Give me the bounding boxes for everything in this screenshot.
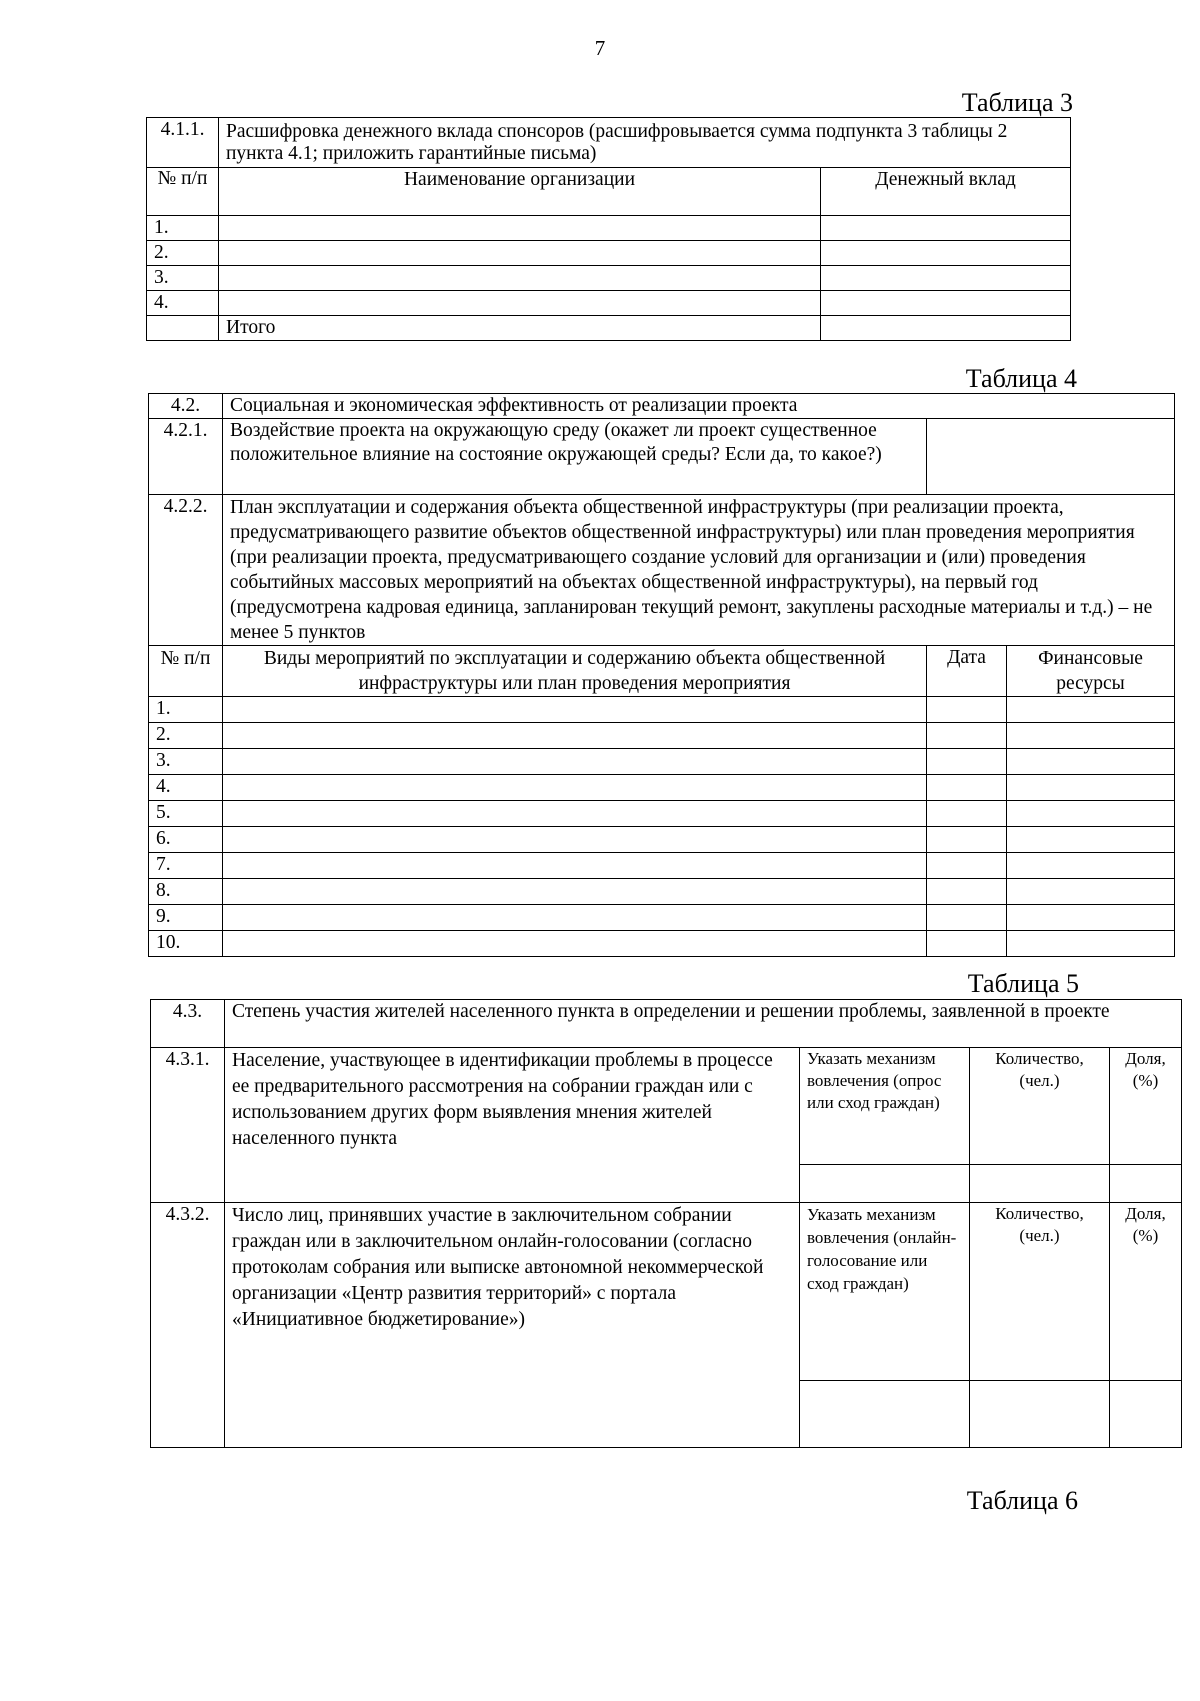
table3-header-num: № п/п — [147, 168, 219, 216]
table4-item-422-text: План эксплуатации и содержания объекта общественной инфраструктуры (при реализации проекта, предусматривающего развитие объектов общественной инфраструктуры) или план проведения мероприятия (при реализации проекта, предусматривающего создание условий для организации и (или) проведения событийных массовых мероприятий на объектах общественной инфраструктуры), на первый год (предусмотрена кадровая единица, запланирован текущий ремонт, закуплены расходные материалы и т.д.) – не менее 5 пунктов — [223, 495, 1175, 646]
table3-section-num: 4.1.1. — [147, 118, 219, 168]
table5-item-432-mechanism-value[interactable] — [800, 1381, 970, 1448]
table6-caption: Таблица 6 — [966, 1486, 1078, 1515]
table4-row-activity[interactable] — [223, 931, 927, 957]
table4-row-date[interactable] — [927, 879, 1007, 905]
table4-row-finance[interactable] — [1007, 879, 1175, 905]
table-row — [149, 801, 1175, 827]
table4-row-activity[interactable] — [223, 801, 927, 827]
table-row — [149, 905, 1175, 931]
table4-row-num: 9. — [149, 905, 223, 931]
page-number: 7 — [594, 36, 606, 60]
table4-row-activity[interactable] — [223, 905, 927, 931]
table4-row-num: 1. — [149, 697, 223, 723]
table4-row-activity[interactable] — [223, 879, 927, 905]
table3-row-org[interactable] — [219, 266, 821, 291]
table3-row-num: 1. — [147, 216, 219, 241]
table4-row-finance[interactable] — [1007, 723, 1175, 749]
table3-total-label: Итого — [219, 316, 821, 341]
table4-caption: Таблица 4 — [965, 364, 1077, 393]
table5 — [150, 999, 1182, 1448]
table4-row-date[interactable] — [927, 827, 1007, 853]
table-row — [149, 853, 1175, 879]
table4-header-num: № п/п — [149, 646, 223, 697]
table4-row-date[interactable] — [927, 749, 1007, 775]
table-row — [149, 827, 1175, 853]
table4-row-date[interactable] — [927, 853, 1007, 879]
table4-row-num: 5. — [149, 801, 223, 827]
table-row — [149, 697, 1175, 723]
table4 — [148, 393, 1175, 957]
table4-item-422-num: 4.2.2. — [149, 495, 223, 646]
table4-row-activity[interactable] — [223, 697, 927, 723]
table4-row-finance[interactable] — [1007, 697, 1175, 723]
table3 — [146, 117, 1071, 341]
table4-row-finance[interactable] — [1007, 827, 1175, 853]
table4-row-date[interactable] — [927, 775, 1007, 801]
table3-total-row — [147, 316, 1071, 341]
table4-row-num: 7. — [149, 853, 223, 879]
table4-header-activities: Виды мероприятий по эксплуатации и содержанию объекта общественной инфраструктуры или план проведения мероприятия — [223, 646, 927, 697]
table-row — [149, 723, 1175, 749]
table4-row-finance[interactable] — [1007, 931, 1175, 957]
table4-section-num: 4.2. — [149, 394, 223, 419]
table4-row-num: 6. — [149, 827, 223, 853]
table5-item-431-mechanism-value[interactable] — [800, 1165, 970, 1203]
table3-row-org[interactable] — [219, 216, 821, 241]
table5-item-432-mechanism: Указать механизм вовлечения (онлайн-голосование или сход граждан) — [800, 1203, 970, 1381]
table5-item-432-share-label: Доля, (%) — [1110, 1203, 1182, 1381]
table5-item-431-text: Население, участвующее в идентификации проблемы в процессе ее предварительного рассмотрения на собрании граждан или с использованием других форм выявления мнения жителей населенного пункта — [225, 1048, 800, 1203]
table-row — [147, 241, 1071, 266]
table4-row-activity[interactable] — [223, 853, 927, 879]
table4-row-num: 10. — [149, 931, 223, 957]
table3-total-blank — [147, 316, 219, 341]
table3-row-amount[interactable] — [821, 291, 1071, 316]
table4-row-date[interactable] — [927, 931, 1007, 957]
table4-section-title: Социальная и экономическая эффективность от реализации проекта — [223, 394, 1175, 419]
table-row — [149, 879, 1175, 905]
table5-item-431-num: 4.3.1. — [151, 1048, 225, 1203]
table4-row-finance[interactable] — [1007, 853, 1175, 879]
table3-row-amount[interactable] — [821, 266, 1071, 291]
table4-row-date[interactable] — [927, 697, 1007, 723]
table4-header-finance: Финансовые ресурсы — [1007, 646, 1175, 697]
table5-item-432-quantity-value[interactable] — [970, 1381, 1110, 1448]
table5-section-num: 4.3. — [151, 1000, 225, 1048]
table-row — [147, 266, 1071, 291]
table3-row-num: 4. — [147, 291, 219, 316]
table5-item-432-num: 4.3.2. — [151, 1203, 225, 1448]
table5-item-431-share-value[interactable] — [1110, 1165, 1182, 1203]
table-row — [147, 216, 1071, 241]
table5-item-431-quantity-label: Количество, (чел.) — [970, 1048, 1110, 1165]
table5-caption: Таблица 5 — [967, 969, 1079, 998]
table4-row-finance[interactable] — [1007, 905, 1175, 931]
table-row — [149, 775, 1175, 801]
table4-row-num: 3. — [149, 749, 223, 775]
table3-row-num: 3. — [147, 266, 219, 291]
table5-item-432-share-value[interactable] — [1110, 1381, 1182, 1448]
table3-section-title: Расшифровка денежного вклада спонсоров (расшифровывается сумма подпункта 3 таблицы 2 пункта 4.1; приложить гарантийные письма) — [219, 118, 1071, 168]
table4-row-activity[interactable] — [223, 723, 927, 749]
table5-item-432-text: Число лиц, принявших участие в заключительном собрании граждан или в заключительном онлайн-голосовании (согласно протоколам собрания или выписке автономной некоммерческой организации «Центр развития территорий» с портала «Инициативное бюджетирование») — [225, 1203, 800, 1448]
table3-header-amount: Денежный вклад — [821, 168, 1071, 216]
table3-total-amount[interactable] — [821, 316, 1071, 341]
table-row — [149, 749, 1175, 775]
table4-row-activity[interactable] — [223, 749, 927, 775]
table3-row-num: 2. — [147, 241, 219, 266]
table4-row-date[interactable] — [927, 905, 1007, 931]
table3-row-org[interactable] — [219, 291, 821, 316]
table4-item-421-text: Воздействие проекта на окружающую среду (окажет ли проект существенное положительное влияние на состояние окружающей среды? Если да, то какое?) — [223, 419, 927, 495]
table-row — [147, 291, 1071, 316]
table4-row-num: 2. — [149, 723, 223, 749]
table4-row-date[interactable] — [927, 801, 1007, 827]
table5-item-431-share-label: Доля, (%) — [1110, 1048, 1182, 1165]
table4-row-finance[interactable] — [1007, 801, 1175, 827]
table4-row-finance[interactable] — [1007, 775, 1175, 801]
table4-row-num: 4. — [149, 775, 223, 801]
table3-caption: Таблица 3 — [961, 88, 1073, 117]
table3-header-org: Наименование организации — [219, 168, 821, 216]
table5-section-title: Степень участия жителей населенного пункта в определении и решении проблемы, заявленной в проекте — [225, 1000, 1182, 1048]
table4-row-finance[interactable] — [1007, 749, 1175, 775]
table4-row-activity[interactable] — [223, 775, 927, 801]
table5-item-432-quantity-label: Количество, (чел.) — [970, 1203, 1110, 1381]
table4-row-num: 8. — [149, 879, 223, 905]
table4-header-date: Дата — [927, 646, 1007, 697]
table5-item-431-quantity-value[interactable] — [970, 1165, 1110, 1203]
table4-item-421-answer[interactable] — [927, 419, 1175, 495]
table-row — [149, 931, 1175, 957]
table4-item-421-num: 4.2.1. — [149, 419, 223, 495]
table4-row-date[interactable] — [927, 723, 1007, 749]
table3-row-amount[interactable] — [821, 241, 1071, 266]
table4-row-activity[interactable] — [223, 827, 927, 853]
table3-row-amount[interactable] — [821, 216, 1071, 241]
table3-row-org[interactable] — [219, 241, 821, 266]
table5-item-431-mechanism: Указать механизм вовлечения (опрос или сход граждан) — [800, 1048, 970, 1165]
